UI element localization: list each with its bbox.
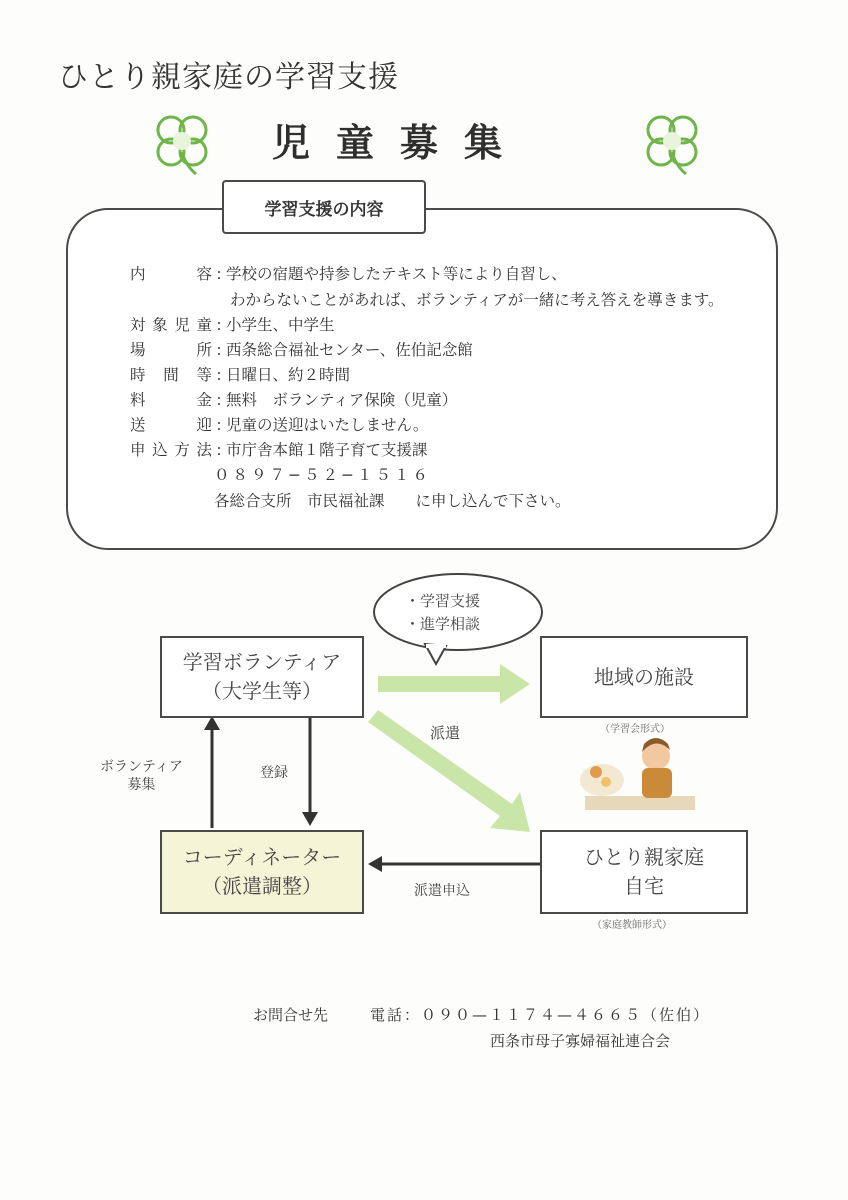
detail-label: 申込方法 [130, 441, 212, 459]
detail-label: 送 迎 [130, 416, 212, 434]
detail-value: 日曜日、約２時間 [226, 366, 351, 384]
detail-value: 西条総合福祉センター、佐伯記念館 [226, 341, 473, 359]
clover-icon [146, 108, 218, 180]
arrow-to-facility [378, 664, 530, 704]
volunteer-label: 学習ボランティア [182, 650, 342, 674]
register-label: 登録 [260, 765, 288, 781]
phone-number: ０８９７−５２−１５１６ [214, 466, 431, 484]
volunteer-sub: （大学生等） [202, 679, 322, 703]
organization-name: 西条市母子寡婦福祉連合会 [490, 1032, 671, 1050]
document-title: ひとり親家庭の学習支援 [58, 60, 399, 95]
detail-row [230, 288, 724, 310]
detail-label: 料 金 [130, 391, 212, 409]
volunteer-box [160, 636, 364, 718]
arrow-up [204, 716, 220, 730]
arrow-down [302, 812, 318, 826]
facility-label: 地域の施設 [594, 664, 694, 689]
facility-box [540, 636, 748, 718]
coordinator-sub: （派遣調整） [202, 874, 322, 898]
detail-row [214, 489, 571, 511]
home-label: ひとり親家庭 [584, 845, 704, 869]
detail-value: 小学生、中学生 [226, 316, 335, 334]
detail-value: 学校の宿題や持参したテキスト等により自習し、 [226, 265, 567, 283]
detail-value: 市庁舎本館１階子育て支援課 [226, 441, 428, 459]
detail-label: 場 所 [130, 341, 212, 359]
detail-row: 送 迎 : 児童の送迎はいたしません。 [130, 413, 428, 435]
clover-icon [636, 108, 708, 180]
detail-label: 対象児童 [130, 316, 212, 334]
recruit-volunteer-label [100, 758, 183, 794]
detail-row: 場 所 : 西条総合福祉センター、佐伯記念館 [130, 338, 473, 360]
detail-value: 無料 ボランティア保険（児童） [226, 391, 458, 409]
home-note: （家庭教師形式） [592, 920, 672, 931]
dispatch-label: 派遣 [430, 724, 461, 742]
student-illustration [580, 738, 695, 810]
detail-value: 児童の送迎はいたしません。 [226, 416, 429, 434]
bubble-item: ・学習支援 [405, 592, 481, 610]
detail-row: 時間等 : 日曜日、約２時間 [130, 363, 350, 385]
detail-label: 内 容 [130, 265, 212, 283]
detail-value: 各総合支所 市民福祉課 に申し込んで下さい。 [214, 492, 571, 510]
apply-label: 派遣申込 [414, 883, 470, 899]
contact-label: お問合せ先 [253, 1006, 329, 1024]
detail-row: 内 容 : 学校の宿題や持参したテキスト等により自習し、 [130, 262, 567, 284]
recruit-label-line: 募集 [127, 777, 156, 794]
bubble-text [405, 590, 480, 635]
coordinator-label: コーディネーター [182, 845, 342, 869]
detail-row: 料 金 : 無料 ボランティア保険（児童） [130, 388, 457, 410]
content-heading: 学習支援の内容 [222, 180, 426, 234]
detail-label: 時間等 [130, 366, 212, 384]
recruit-label-line: ボランティア [100, 759, 183, 775]
detail-row: 申込方法 : 市庁舎本館１階子育て支援課 [130, 438, 428, 460]
detail-value: わからないことがあれば、ボランティアが一緒に考え答えを導きます。 [230, 291, 724, 309]
recruit-title: 児童募集 [272, 121, 529, 165]
detail-row: 対象児童 : 小学生、中学生 [130, 313, 335, 335]
arrow-left [368, 856, 382, 872]
contact-phone: 電話：０９０—１１７４—４６６５（佐伯） [370, 1006, 711, 1024]
bubble-item: ・進学相談 [405, 614, 481, 633]
coordinator-box [160, 830, 364, 914]
home-sub: 自宅 [624, 874, 664, 898]
facility-note: （学習会形式） [600, 724, 670, 735]
detail-row [214, 463, 431, 485]
home-box [540, 830, 748, 914]
